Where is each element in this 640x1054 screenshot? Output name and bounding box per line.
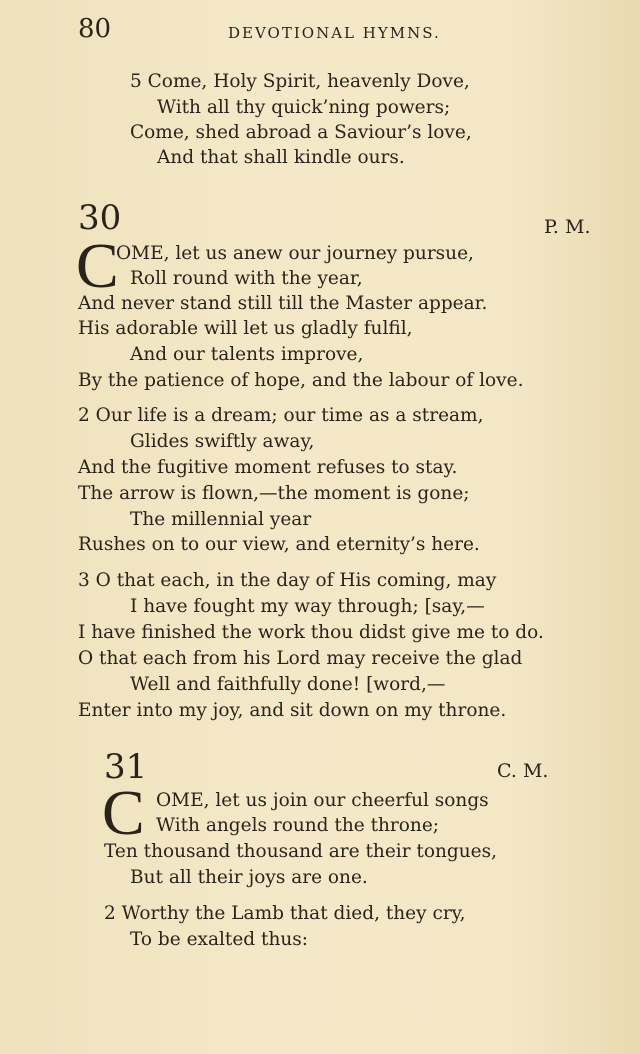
verse-line: 2 Worthy the Lamb that died, they cry, <box>104 903 466 924</box>
verse-line: OME, let us anew our journey pursue, <box>116 243 474 264</box>
page-number: 80 <box>78 14 112 44</box>
hymn-number: 30 <box>78 198 122 238</box>
verse-line: By the patience of hope, and the labour of love. <box>78 370 524 391</box>
verse-line: O that each from his Lord may receive the glad <box>78 648 523 669</box>
verse-line: Enter into my joy, and sit down on my throne. <box>78 700 507 721</box>
page-header <box>78 14 600 50</box>
verse-line: With all thy quick’ning powers; <box>157 97 451 118</box>
verse-line: OME, let us join our cheerful songs <box>156 790 489 811</box>
hymn-meter: C. M. <box>497 760 549 782</box>
drop-cap: C <box>76 230 119 301</box>
verse-line: The millennial year <box>130 509 312 530</box>
verse-line: Roll round with the year, <box>130 268 363 289</box>
verse-line: 3 O that each, in the day of His coming, may <box>78 570 497 591</box>
drop-cap: C <box>102 777 145 848</box>
verse-line: And our talents improve, <box>130 344 364 365</box>
verse-line: And the fugitive moment refuses to stay. <box>78 457 458 478</box>
verse-line: 2 Our life is a dream; our time as a stream, <box>78 405 484 426</box>
verse-line: I have finished the work thou didst give me to do. <box>78 622 544 643</box>
verse-line: With angels round the throne; <box>156 815 440 836</box>
verse-line: And that shall kindle ours. <box>157 147 405 168</box>
verse-line: I have fought my way through; [say,— <box>130 596 485 617</box>
hymn-number: 31 <box>104 747 148 787</box>
verse-line: Well and faithfully done! [word,— <box>130 674 446 695</box>
verse-line: Ten thousand thousand are their tongues, <box>104 841 497 862</box>
verse-line: To be exalted thus: <box>130 929 309 950</box>
verse-line: Rushes on to our view, and eternity’s here. <box>78 534 480 555</box>
verse-line: Come, shed abroad a Saviour’s love, <box>130 122 472 143</box>
verse-line: And never stand still till the Master appear. <box>78 293 488 314</box>
hymn-meter: P. M. <box>544 216 591 238</box>
verse-line: His adorable will let us gladly fulfil, <box>78 318 413 339</box>
verse-line: 5 Come, Holy Spirit, heavenly Dove, <box>130 71 470 92</box>
verse-line: The arrow is flown,—the moment is gone; <box>78 483 470 504</box>
verse-line: Glides swiftly away, <box>130 431 315 452</box>
verse-line: But all their joys are one. <box>130 867 368 888</box>
running-head: DEVOTIONAL HYMNS. <box>228 24 441 42</box>
